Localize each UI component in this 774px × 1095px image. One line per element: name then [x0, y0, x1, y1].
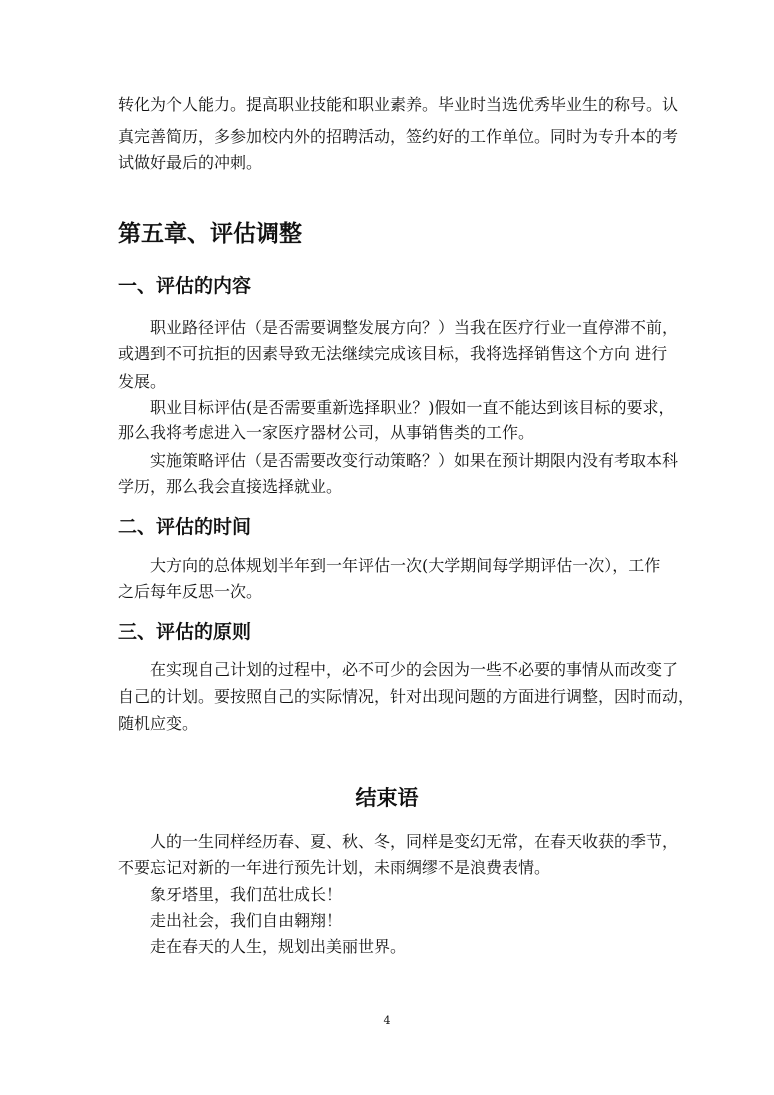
- closing-line: 人的一生同样经历春、夏、秋、冬，同样是变幻无常，在春天收获的季节，: [150, 832, 679, 851]
- paragraph-line: 或遇到不可抗拒的因素导致无法继续完成该目标，我将选择销售这个方向 进行: [118, 344, 668, 363]
- closing-line: 象牙塔里，我们茁壮成长！: [150, 885, 343, 904]
- paragraph-line: 发展。: [118, 372, 167, 391]
- paragraph-line: 大方向的总体规划半年到一年评估一次(大学期间每学期评估一次），工作: [150, 556, 661, 575]
- paragraph-line: 职业目标评估(是否需要重新选择职业？)假如一直不能达到该目标的要求，: [150, 398, 675, 417]
- intro-line: 转化为个人能力。提高职业技能和职业素养。毕业时当选优秀毕业生的称号。认: [118, 95, 679, 114]
- section-heading-content: 一、评估的内容: [118, 275, 252, 297]
- paragraph-line: 自己的计划。要按照自己的实际情况，针对出现问题的方面进行调整，因时而动，: [118, 687, 695, 706]
- chapter-title: 第五章、评估调整: [118, 221, 302, 247]
- paragraph-line: 随机应变。: [118, 714, 199, 733]
- section-heading-principle: 三、评估的原则: [118, 621, 252, 643]
- closing-line: 走出社会，我们自由翱翔！: [150, 911, 343, 930]
- closing-line: 不要忘记对新的一年进行预先计划，未雨绸缪不是浪费表情。: [118, 858, 551, 877]
- paragraph-line: 之后每年反思一次。: [118, 582, 263, 601]
- intro-line: 试做好最后的冲刺。: [118, 153, 263, 172]
- section-heading-time: 二、评估的时间: [118, 516, 252, 538]
- paragraph-line: 职业路径评估（是否需要调整发展方向？）当我在医疗行业一直停滞不前，: [150, 318, 679, 337]
- paragraph-line: 实施策略评估（是否需要改变行动策略？）如果在预计期限内没有考取本科: [150, 451, 679, 470]
- paragraph-line: 学历，那么我会直接选择就业。: [118, 477, 343, 496]
- paragraph-line: 那么我将考虑进入一家医疗器材公司，从事销售类的工作。: [118, 423, 535, 442]
- closing-line: 走在春天的人生，规划出美丽世界。: [150, 937, 407, 956]
- intro-line: 真完善简历，多参加校内外的招聘活动，签约好的工作单位。同时为专升本的考: [118, 127, 679, 146]
- paragraph-line: 在实现自己计划的过程中，必不可少的会因为一些不必要的事情从而改变了: [150, 660, 679, 679]
- page-number: 4: [383, 1014, 391, 1027]
- closing-title: 结束语: [355, 786, 419, 810]
